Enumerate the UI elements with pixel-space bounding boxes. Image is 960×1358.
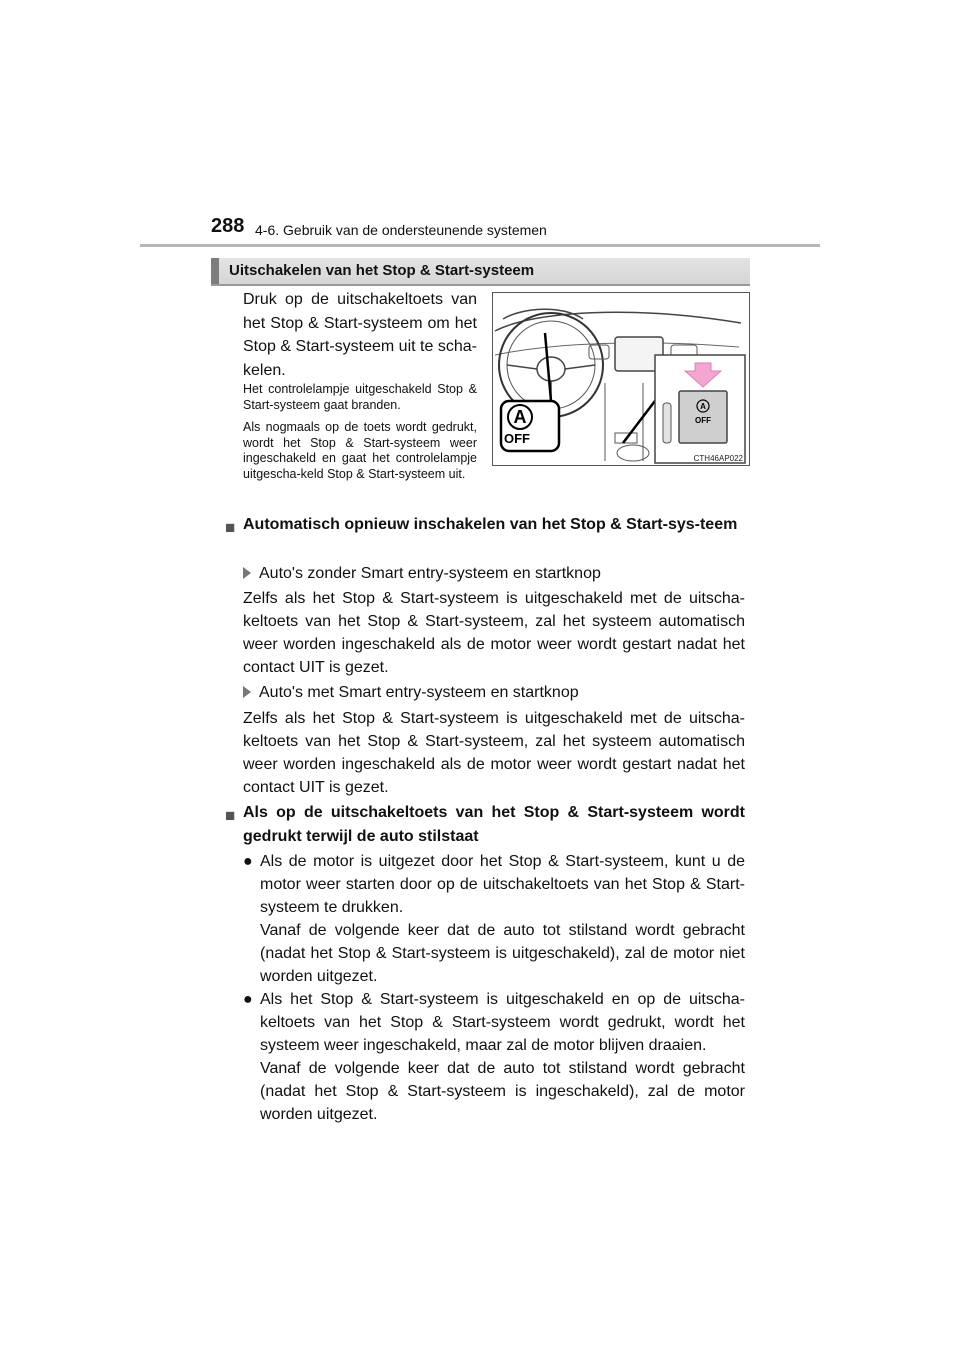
case-with-smart-entry-text: Zelfs als het Stop & Start-systeem is uitgeschakeld met de uitscha-keltoets van het Stop & Start-systeem, zal het systeem automatisch weer worden ingeschakeld als de motor weer wordt gestart nadat het contact UIT is gezet. [243,710,745,796]
square-bullet-icon: ■ [225,806,236,825]
heading-stationary-text: Als op de uitschakeltoets van het Stop & Start-systeem wordt gedrukt terwijl de auto stilstaat [243,804,745,845]
chapter-title: 4-6. Gebruik van de ondersteunende systemen [255,222,547,238]
case-without-smart-entry-label: Auto's zonder Smart entry-systeem en startknop [259,565,601,582]
case-without-smart-entry [243,563,601,585]
bullet-system-disabled-text: Als het Stop & Start-systeem is uitgeschakeld en op de uitscha-keltoets van het Stop & Start-systeem wordt gedrukt, wordt het systeem weer ingeschakeld, maar zal de motor blijven draaien. [260,991,745,1054]
heading-auto-restart-text: Automatisch opnieuw inschakelen van het Stop & Start-sys-teem [243,516,738,533]
dashboard-illustration [492,292,750,466]
intro-paragraph: Druk op de uitschakeltoets van het Stop & Start-systeem om het Stop & Start-systeem uit te scha-kelen. [243,291,477,379]
callout-button-letter: A [513,407,527,427]
heading-auto-restart [225,513,745,537]
section-heading-bar [211,258,750,284]
heading-stationary [225,801,745,848]
switch-label: OFF [695,416,711,425]
square-bullet-icon: ■ [225,518,236,537]
section-underline [211,284,750,286]
dashboard-drawing [493,293,749,465]
bullet-engine-stopped [243,850,745,988]
bullet-engine-stopped-text: Als de motor is uitgezet door het Stop & Start-systeem, kunt u de motor weer starten door op de uitschakeltoets van het Stop & Start-systeem te drukken. [260,853,745,916]
note-press-again: Als nogmaals op de toets wordt gedrukt, wordt het Stop & Start-systeem weer ingeschakeld en gaat het controlelampje uitgescha-keld Stop & Start-systeem uit. [243,420,477,481]
callout-button-label: OFF [504,431,530,446]
figure-code: CTH46AP022 [693,454,743,463]
round-bullet-icon: ● [243,853,253,870]
triangle-arrow-icon [243,567,251,579]
bullet-system-disabled [243,988,745,1126]
bullet-system-disabled-followup: Vanaf de volgende keer dat de auto tot stilstand wordt gebracht (nadat het Stop & Start-systeem is ingeschakeld), zal de motor worden uitgezet. [260,1060,745,1123]
bullet-engine-stopped-followup: Vanaf de volgende keer dat de auto tot stilstand wordt gebracht (nadat het Stop & Start-systeem is uitgeschakeld), zal de motor niet worden uitgezet. [260,922,745,985]
case-with-smart-entry-label: Auto's met Smart entry-systeem en startknop [259,684,579,701]
header-rule [140,244,820,247]
case-with-smart-entry [243,682,579,704]
page-number: 288 [211,215,245,237]
case-without-smart-entry-text: Zelfs als het Stop & Start-systeem is uitgeschakeld met de uitscha-keltoets van het Stop & Start-systeem, zal het systeem automatisch weer worden ingeschakeld als de motor weer wordt gestart nadat het contact UIT is gezet. [243,590,745,676]
round-bullet-icon: ● [243,991,253,1008]
note-indicator-on: Het controlelampje uitgeschakeld Stop & Start-systeem gaat branden. [243,382,477,412]
triangle-arrow-icon [243,686,251,698]
section-heading: Uitschakelen van het Stop & Start-systeem [229,262,535,279]
switch-letter: A [700,402,706,411]
